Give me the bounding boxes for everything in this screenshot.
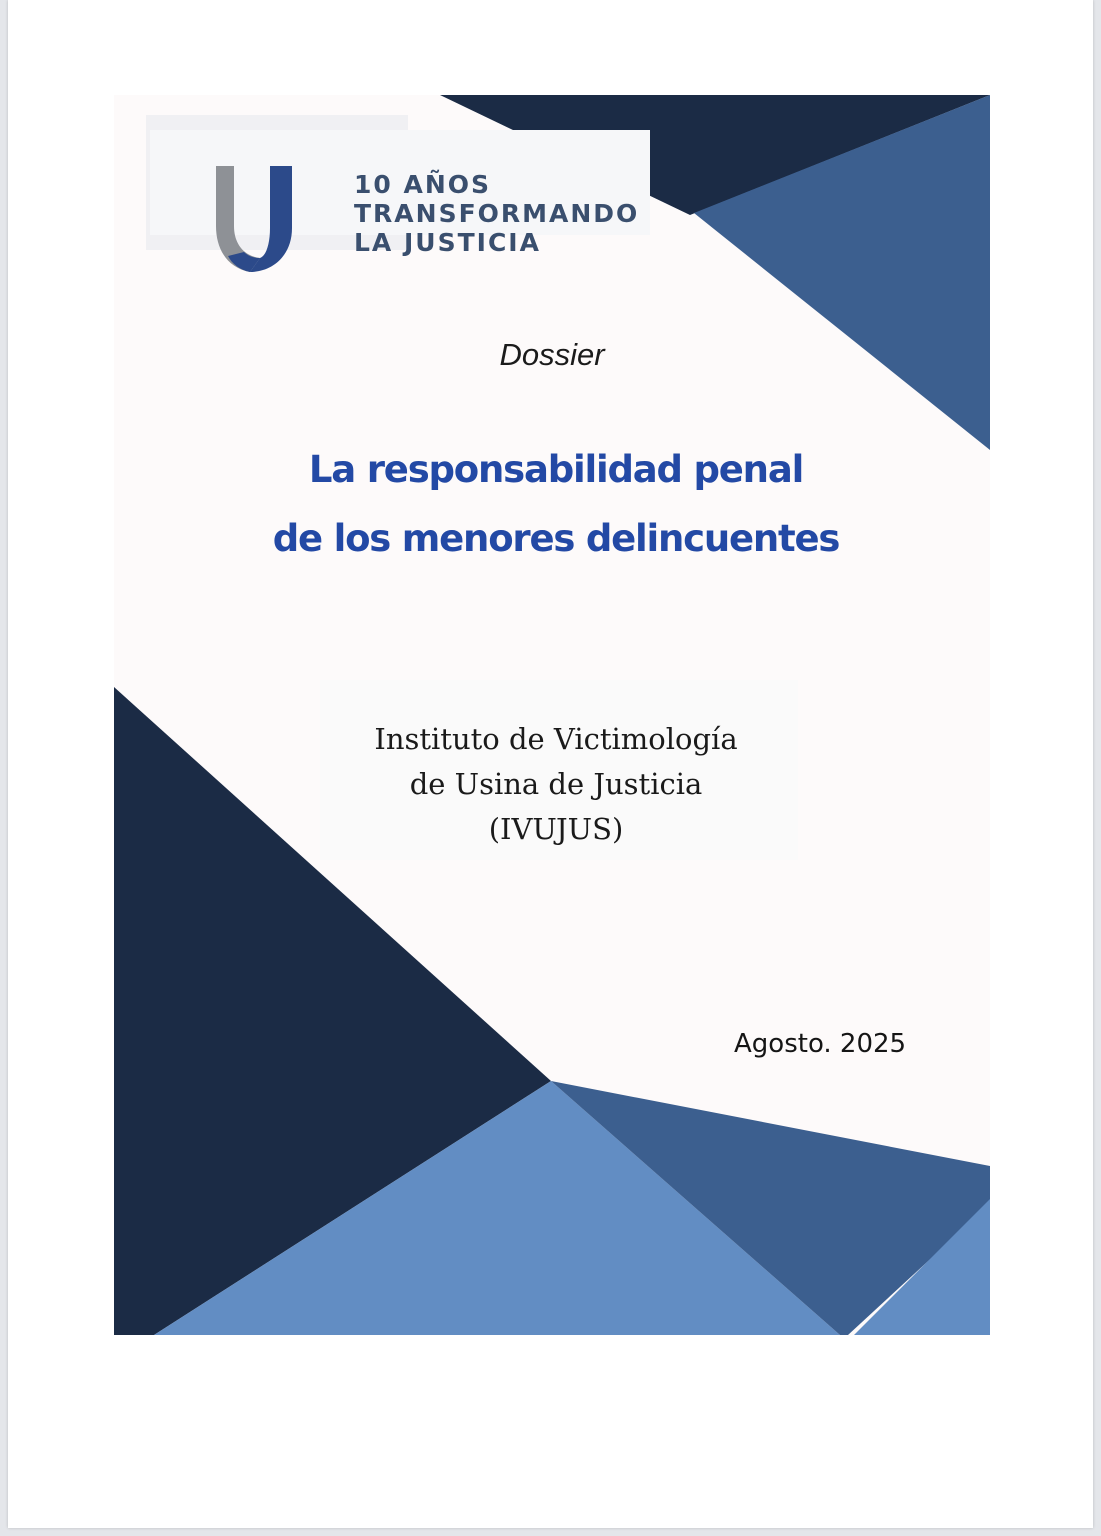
usina-u-logo-icon	[210, 164, 310, 274]
title-line: de los menores delincuentes	[272, 517, 840, 560]
institute-name	[114, 717, 990, 852]
document-kicker: Dossier	[499, 337, 605, 372]
institute-line: (IVUJUS)	[488, 812, 624, 846]
institute-line: de Usina de Justicia	[409, 767, 703, 801]
document-title	[114, 435, 990, 573]
logo-line: LA JUSTICIA	[354, 228, 541, 257]
publication-date: Agosto. 2025	[734, 1029, 907, 1059]
logo-line: 10 AÑOS	[354, 170, 492, 199]
logo-line: TRANSFORMANDO	[354, 199, 640, 228]
logo-banner	[150, 130, 650, 257]
dossier-cover	[114, 95, 990, 1335]
title-line: La responsabilidad penal	[308, 448, 804, 491]
institute-line: Instituto de Victimología	[374, 722, 738, 756]
logo-wordmark	[354, 170, 639, 257]
document-page	[8, 0, 1093, 1528]
